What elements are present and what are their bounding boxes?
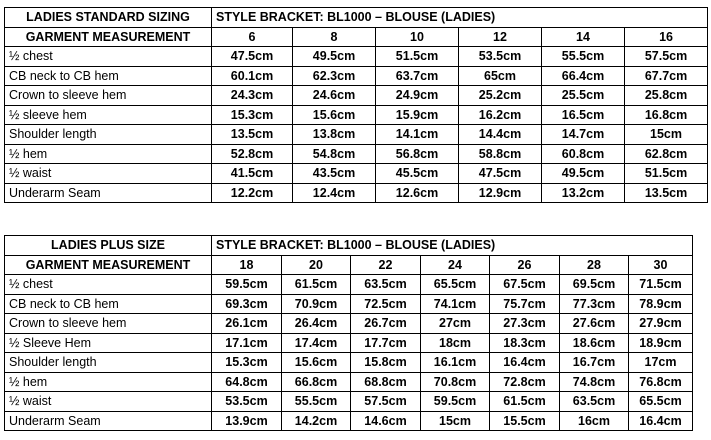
- table-title-row: [5, 236, 693, 256]
- measurement-value: 66.4cm: [542, 66, 625, 86]
- size-header: 8: [293, 27, 376, 47]
- measurement-value: 26.4cm: [282, 314, 351, 334]
- measurement-value: 58.8cm: [459, 144, 542, 164]
- table-row: [5, 314, 693, 334]
- measurement-value: 72.5cm: [351, 294, 421, 314]
- size-header: 26: [490, 255, 560, 275]
- measurement-label: ½ Sleeve Hem: [5, 333, 212, 353]
- measurement-value: 16.1cm: [421, 353, 490, 373]
- size-header: 10: [376, 27, 459, 47]
- table-row: [5, 105, 708, 125]
- measurement-value: 63.5cm: [351, 275, 421, 295]
- garment-measurement-header: GARMENT MEASUREMENT: [5, 27, 212, 47]
- measurement-value: 16cm: [560, 411, 629, 431]
- measurement-value: 62.8cm: [625, 144, 708, 164]
- measurement-value: 18cm: [421, 333, 490, 353]
- measurement-value: 13.2cm: [542, 183, 625, 203]
- measurement-value: 75.7cm: [490, 294, 560, 314]
- measurement-value: 17.7cm: [351, 333, 421, 353]
- measurement-value: 27cm: [421, 314, 490, 334]
- measurement-value: 74.8cm: [560, 372, 629, 392]
- measurement-value: 16.8cm: [625, 105, 708, 125]
- measurement-value: 16.4cm: [490, 353, 560, 373]
- measurement-value: 57.5cm: [351, 392, 421, 412]
- measurement-value: 78.9cm: [629, 294, 693, 314]
- measurement-label: ½ sleeve hem: [5, 105, 212, 125]
- measurement-value: 47.5cm: [459, 164, 542, 184]
- measurement-value: 41.5cm: [212, 164, 293, 184]
- measurement-value: 18.3cm: [490, 333, 560, 353]
- measurement-value: 18.9cm: [629, 333, 693, 353]
- table-row: [5, 66, 708, 86]
- measurement-value: 53.5cm: [459, 47, 542, 67]
- measurement-value: 64.8cm: [212, 372, 282, 392]
- style-bracket: STYLE BRACKET: BL1000 – BLOUSE (LADIES): [212, 236, 693, 256]
- measurement-value: 61.5cm: [490, 392, 560, 412]
- measurement-value: 14.4cm: [459, 125, 542, 145]
- measurement-value: 25.2cm: [459, 86, 542, 106]
- measurement-value: 15.8cm: [351, 353, 421, 373]
- measurement-label: ½ chest: [5, 47, 212, 67]
- size-header: 16: [625, 27, 708, 47]
- measurement-value: 16.4cm: [629, 411, 693, 431]
- measurement-value: 54.8cm: [293, 144, 376, 164]
- table-row: [5, 294, 693, 314]
- table-row: [5, 333, 693, 353]
- measurement-value: 67.7cm: [625, 66, 708, 86]
- measurement-value: 16.5cm: [542, 105, 625, 125]
- measurement-value: 76.8cm: [629, 372, 693, 392]
- table-title: LADIES PLUS SIZE: [5, 236, 212, 256]
- measurement-label: CB neck to CB hem: [5, 294, 212, 314]
- measurement-value: 65.5cm: [421, 275, 490, 295]
- measurement-label: ½ hem: [5, 144, 212, 164]
- measurement-value: 13.8cm: [293, 125, 376, 145]
- measurement-value: 47.5cm: [212, 47, 293, 67]
- measurement-value: 59.5cm: [212, 275, 282, 295]
- measurement-value: 15.6cm: [282, 353, 351, 373]
- measurement-value: 59.5cm: [421, 392, 490, 412]
- measurement-value: 63.7cm: [376, 66, 459, 86]
- measurement-value: 25.8cm: [625, 86, 708, 106]
- measurement-value: 16.2cm: [459, 105, 542, 125]
- measurement-value: 15.6cm: [293, 105, 376, 125]
- measurement-label: ½ waist: [5, 164, 212, 184]
- table-row: [5, 353, 693, 373]
- measurement-value: 66.8cm: [282, 372, 351, 392]
- measurement-value: 57.5cm: [625, 47, 708, 67]
- table-title: LADIES STANDARD SIZING: [5, 8, 212, 28]
- measurement-value: 14.7cm: [542, 125, 625, 145]
- measurement-value: 65.5cm: [629, 392, 693, 412]
- measurement-value: 24.3cm: [212, 86, 293, 106]
- measurement-label: Crown to sleeve hem: [5, 86, 212, 106]
- measurement-value: 72.8cm: [490, 372, 560, 392]
- style-bracket: STYLE BRACKET: BL1000 – BLOUSE (LADIES): [212, 8, 708, 28]
- table-row: [5, 372, 693, 392]
- measurement-value: 12.4cm: [293, 183, 376, 203]
- measurement-value: 16.7cm: [560, 353, 629, 373]
- size-header: 24: [421, 255, 490, 275]
- measurement-label: Shoulder length: [5, 125, 212, 145]
- measurement-value: 15.3cm: [212, 353, 282, 373]
- measurement-value: 43.5cm: [293, 164, 376, 184]
- measurement-value: 71.5cm: [629, 275, 693, 295]
- table-row: [5, 411, 693, 431]
- measurement-label: ½ waist: [5, 392, 212, 412]
- size-header: 18: [212, 255, 282, 275]
- size-header: 30: [629, 255, 693, 275]
- measurement-value: 60.8cm: [542, 144, 625, 164]
- measurement-value: 51.5cm: [625, 164, 708, 184]
- measurement-value: 51.5cm: [376, 47, 459, 67]
- measurement-value: 69.3cm: [212, 294, 282, 314]
- measurement-value: 55.5cm: [542, 47, 625, 67]
- table-row: [5, 183, 708, 203]
- table-row: [5, 47, 708, 67]
- measurement-value: 27.9cm: [629, 314, 693, 334]
- measurement-value: 74.1cm: [421, 294, 490, 314]
- size-header: 22: [351, 255, 421, 275]
- measurement-value: 12.2cm: [212, 183, 293, 203]
- measurement-value: 70.8cm: [421, 372, 490, 392]
- measurement-value: 49.5cm: [293, 47, 376, 67]
- measurement-value: 17.1cm: [212, 333, 282, 353]
- table-row: [5, 164, 708, 184]
- plus-sizing-table: [4, 235, 693, 431]
- measurement-value: 12.6cm: [376, 183, 459, 203]
- measurement-value: 18.6cm: [560, 333, 629, 353]
- measurement-value: 69.5cm: [560, 275, 629, 295]
- measurement-value: 13.5cm: [212, 125, 293, 145]
- measurement-value: 12.9cm: [459, 183, 542, 203]
- measurement-value: 68.8cm: [351, 372, 421, 392]
- measurement-label: ½ chest: [5, 275, 212, 295]
- measurement-value: 62.3cm: [293, 66, 376, 86]
- measurement-value: 25.5cm: [542, 86, 625, 106]
- measurement-value: 27.3cm: [490, 314, 560, 334]
- measurement-value: 24.6cm: [293, 86, 376, 106]
- measurement-value: 55.5cm: [282, 392, 351, 412]
- table-row: [5, 392, 693, 412]
- measurement-label: Shoulder length: [5, 353, 212, 373]
- measurement-label: Underarm Seam: [5, 411, 212, 431]
- measurement-value: 56.8cm: [376, 144, 459, 164]
- measurement-value: 70.9cm: [282, 294, 351, 314]
- measurement-value: 60.1cm: [212, 66, 293, 86]
- measurement-value: 77.3cm: [560, 294, 629, 314]
- garment-measurement-header: GARMENT MEASUREMENT: [5, 255, 212, 275]
- measurement-value: 45.5cm: [376, 164, 459, 184]
- size-header: 14: [542, 27, 625, 47]
- table-row: [5, 86, 708, 106]
- standard-sizing-table: [4, 7, 708, 203]
- measurement-value: 17.4cm: [282, 333, 351, 353]
- size-header: 6: [212, 27, 293, 47]
- size-header-row: [5, 255, 693, 275]
- measurement-value: 26.7cm: [351, 314, 421, 334]
- table-title-row: [5, 8, 708, 28]
- measurement-value: 27.6cm: [560, 314, 629, 334]
- measurement-value: 15.3cm: [212, 105, 293, 125]
- measurement-value: 24.9cm: [376, 86, 459, 106]
- measurement-value: 15cm: [421, 411, 490, 431]
- measurement-value: 14.6cm: [351, 411, 421, 431]
- measurement-value: 63.5cm: [560, 392, 629, 412]
- size-header: 20: [282, 255, 351, 275]
- measurement-value: 17cm: [629, 353, 693, 373]
- measurement-value: 14.2cm: [282, 411, 351, 431]
- measurement-label: Crown to sleeve hem: [5, 314, 212, 334]
- measurement-value: 67.5cm: [490, 275, 560, 295]
- measurement-value: 53.5cm: [212, 392, 282, 412]
- measurement-label: CB neck to CB hem: [5, 66, 212, 86]
- table-row: [5, 125, 708, 145]
- measurement-value: 52.8cm: [212, 144, 293, 164]
- measurement-value: 15.5cm: [490, 411, 560, 431]
- measurement-value: 13.9cm: [212, 411, 282, 431]
- measurement-label: ½ hem: [5, 372, 212, 392]
- measurement-value: 14.1cm: [376, 125, 459, 145]
- table-row: [5, 275, 693, 295]
- size-header-row: [5, 27, 708, 47]
- measurement-value: 65cm: [459, 66, 542, 86]
- size-header: 28: [560, 255, 629, 275]
- measurement-value: 15.9cm: [376, 105, 459, 125]
- measurement-value: 15cm: [625, 125, 708, 145]
- measurement-value: 13.5cm: [625, 183, 708, 203]
- measurement-value: 49.5cm: [542, 164, 625, 184]
- measurement-value: 26.1cm: [212, 314, 282, 334]
- measurement-label: Underarm Seam: [5, 183, 212, 203]
- table-row: [5, 144, 708, 164]
- size-header: 12: [459, 27, 542, 47]
- measurement-value: 61.5cm: [282, 275, 351, 295]
